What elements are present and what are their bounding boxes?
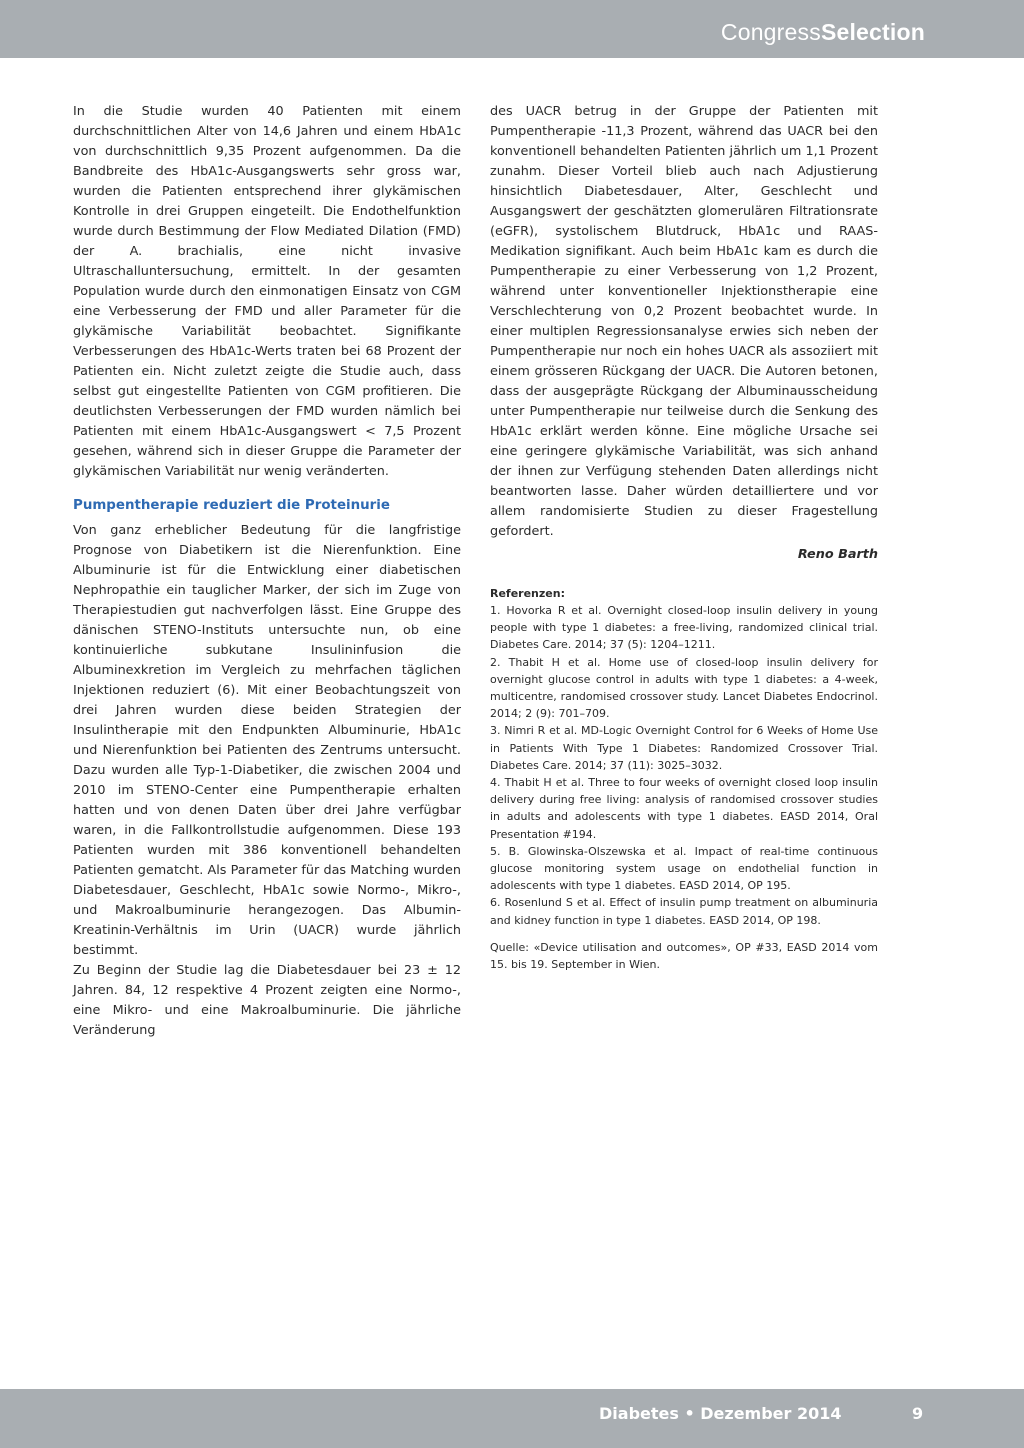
author-name: Reno Barth bbox=[797, 547, 878, 562]
article-paragraph-2: Von ganz erheblicher Bedeutung für die langfristige Prognose von Diabetikern ist die Nierenfunktion. Eine Albuminurie ist für die Entwicklung einer diabetischen Nephropathie ein tauglicher Marker, der sich im Zuge von Therapiestudien gut nachverfolgen lässt. Eine Gruppe des dänischen STENO-Instituts untersuchte nun, ob eine kontinuierliche subkutane Insulininfusion die Albuminexkretion im Vergleich zu mehrfachen täglichen Injektionen reduziert (6). Mit einer Beobachtungszeit von drei Jahren wurden diese beiden Strategien der Insulintherapie mit den Endpunkten Albuminurie, HbA1c und Nierenfunktion bei Patienten des Zentrums untersucht. Dazu wurden alle Typ-1-Diabetiker, die zwischen 2004 und 2010 im STENO-Center eine Pumpentherapie erhalten hatten und von denen Daten über drei Jahre verfügbar waren, in die Fallkontrollstudie aufgenommen. Diese 193 Patienten wurden mit 386 konventionell behandelten Patienten gematcht. Als Parameter für das Matching wurden Diabetesdauer, Geschlecht, HbA1c sowie Normo-, Mikro-, und Makroalbuminurie herangezogen. Das Albumin-Kreatinin-Verhältnis im Urin (UACR) wurde jährlich bestimmt. bbox=[73, 523, 461, 958]
article-paragraph-3: Zu Beginn der Studie lag die Diabetesdauer bei 23 ± 12 Jahren. 84, 12 respektive 4 Prozent zeigten eine Normo-, eine Mikro- und eine Makroalbuminurie. Die jährliche Veränderung bbox=[73, 963, 461, 1038]
right-column bbox=[490, 102, 878, 973]
reference-item: 4. Thabit H et al. Three to four weeks of overnight closed loop insulin delivery during free living: analysis of randomised crossover studies in adults and adolescents with type 1 diabetes. EASD 2014, Oral Presentation #194. bbox=[490, 776, 878, 841]
brand-light: Congress bbox=[720, 19, 821, 45]
article-paragraph-1: In die Studie wurden 40 Patienten mit einem durchschnittlichen Alter von 14,6 Jahren und einem HbA1c von durchschnittlich 9,35 Prozent aufgenommen. Da die Bandbreite des HbA1c-Ausgangswerts sehr gross war, wurden die Patienten entsprechend ihrer glykämischen Kontrolle in drei Gruppen eingeteilt. Die Endothelfunktion wurde durch Bestimmung der Flow Mediated Dilation (FMD) der A. brachialis, eine nicht invasive Ultraschalluntersuchung, ermittelt. In der gesamten Population wurde durch den einmonatigen Einsatz von CGM eine Verbesserung der FMD und aller Parameter für die glykämische Variabilität beobachtet. Signifikante Verbesserungen des HbA1c-Werts traten bei 68 Prozent der Patienten ein. Nicht zuletzt zeigte die Studie auch, dass selbst gut eingestellte Patienten von CGM profitieren. Die deutlichsten Verbesserungen der FMD wurden nämlich bei Patienten mit einem HbA1c-Ausgangswert < 7,5 Prozent gesehen, während sich in dieser Gruppe die Parameter der glykämischen Variabilität nur wenig veränderten. bbox=[73, 104, 461, 479]
section-heading: Pumpentherapie reduziert die Proteinurie bbox=[73, 498, 390, 513]
reference-item: 2. Thabit H et al. Home use of closed-loop insulin delivery for overnight glucose control in adults with type 1 diabetes: a 4-week, multicentre, randomised crossover study. Lancet Diabetes Endocrinol. 2014; 2 (9): 701–709. bbox=[490, 655, 878, 721]
reference-item: 3. Nimri R et al. MD-Logic Overnight Control for 6 Weeks of Home Use in Patients With Type 1 Diabetes: Randomized Crossover Trial. Diabetes Care. 2014; 37 (11): 3025–3032. bbox=[490, 724, 878, 772]
page-number: 9 bbox=[912, 1404, 924, 1423]
page-footer bbox=[0, 1389, 1024, 1448]
reference-item: 1. Hovorka R et al. Overnight closed-loop insulin delivery in young people with type 1 diabetes: a free-living, randomized clinical trial. Diabetes Care. 2014; 37 (5): 1204–1211. bbox=[490, 604, 878, 652]
references-list bbox=[490, 602, 878, 929]
page-header bbox=[0, 0, 1024, 58]
left-column bbox=[73, 102, 461, 1041]
references-title: Referenzen: bbox=[490, 587, 565, 600]
reference-item: 5. B. Glowinska-Olszewska et al. Impact of real-time continuous glucose monitoring system usage on endothelial function in adolescents with type 1 diabetes. EASD 2014, OP 195. bbox=[490, 844, 878, 893]
reference-item: 6. Rosenlund S et al. Effect of insulin pump treatment on albuminuria and kidney function in type 1 diabetes. EASD 2014, OP 198. bbox=[490, 896, 878, 927]
brand-logo bbox=[721, 18, 925, 46]
brand-bold: Selection bbox=[820, 19, 925, 45]
source-note: Quelle: «Device utilisation and outcomes», OP #33, EASD 2014 vom 15. bis 19. September in Wien. bbox=[490, 940, 878, 972]
journal-issue: Diabetes • Dezember 2014 bbox=[599, 1404, 842, 1423]
article-paragraph-4: des UACR betrug in der Gruppe der Patienten mit Pumpentherapie -11,3 Prozent, während das UACR bei den konventionell behandelten Patienten jährlich um 1,1 Prozent zunahm. Dieser Vorteil blieb auch nach Adjustierung hinsichtlich Diabetesdauer, Alter, Geschlecht und Ausgangswert der geschätzten glomerulären Filtrationsrate (eGFR), systolischem Blutdruck, HbA1c und RAAS-Medikation signifikant. Auch beim HbA1c kam es durch die Pumpentherapie zu einer Verbesserung von 1,2 Prozent, während unter konventioneller Injektionstherapie eine Verschlechterung von 0,2 Prozent beobachtet wurde. In einer multiplen Regressionsanalyse erwies sich neben der Pumpentherapie nur noch ein hohes UACR als assoziiert mit einem grösseren Rückgang der UACR. Die Autoren betonen, dass der ausgeprägte Rückgang der Albuminausscheidung unter Pumpentherapie nur teilweise durch die Senkung des HbA1c erklärt werden könne. Eine mögliche Ursache sei eine geringere glykämische Variabilität, was sich anhand der ihnen zur Verfügung stehenden Daten allerdings nicht beantworten lasse. Daher würden detailliertere und vor allem randomisierte Studien zu dieser Fragestellung gefordert. bbox=[490, 104, 878, 539]
